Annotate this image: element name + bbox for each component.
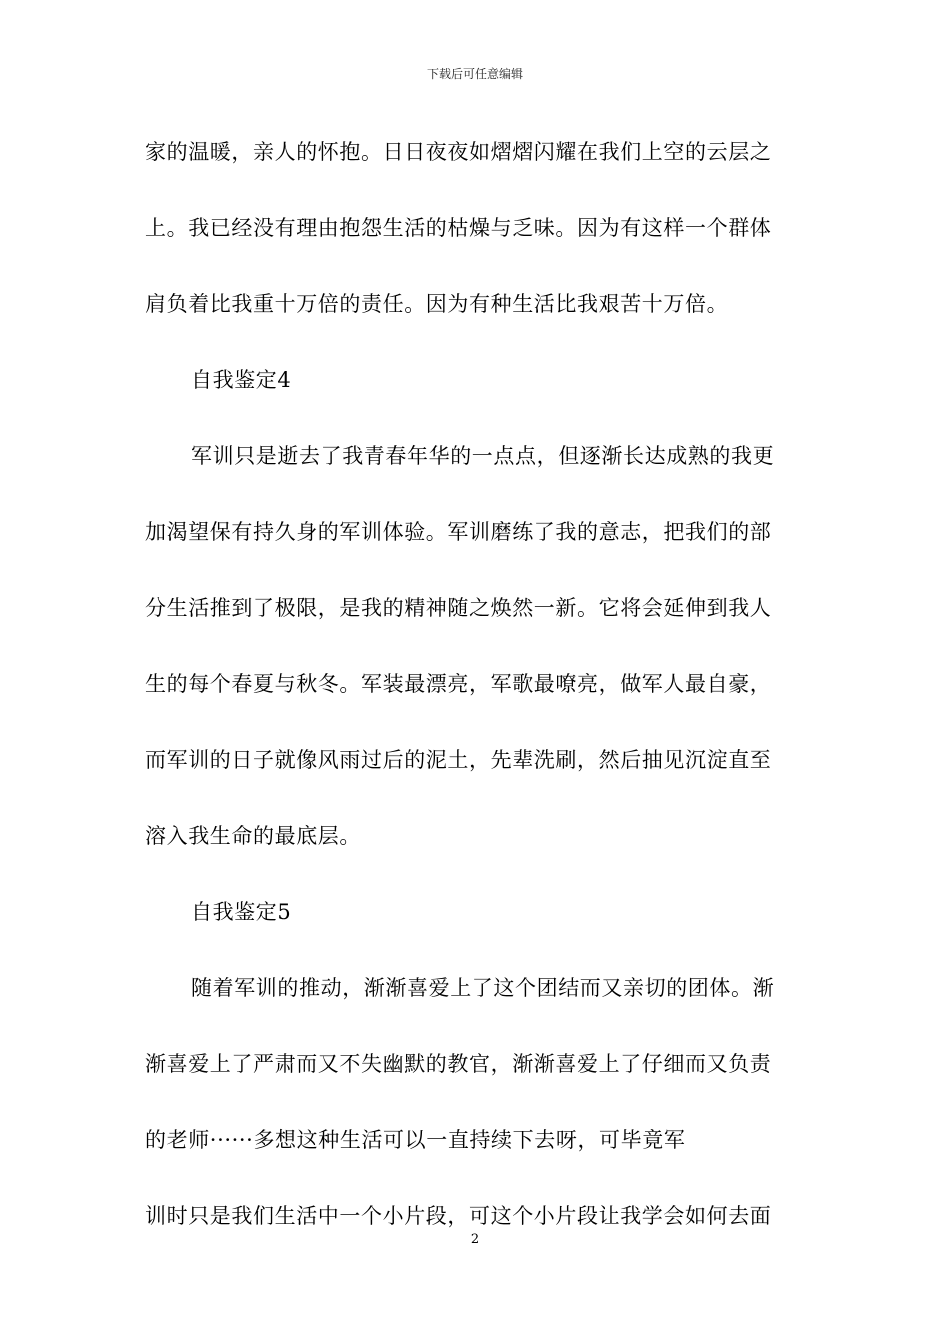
paragraph-line: 上。我已经没有理由抱怨生活的枯燥与乏味。因为有这样一个群体	[145, 216, 772, 240]
paragraph-line: 生的每个春夏与秋冬。军装最漂亮，军歌最嘹亮，做军人最自豪，	[145, 672, 772, 696]
paragraph-line: 军训只是逝去了我青春年华的一点点，但逐渐长达成熟的我更	[191, 444, 775, 468]
paragraph-line: 而军训的日子就像风雨过后的泥土，先辈洗刷，然后抽见沉淀直至	[145, 748, 772, 772]
section-heading: 自我鉴定5	[191, 900, 292, 924]
paragraph-line: 的老师······多想这种生活可以一直持续下去呀，可毕竟军	[145, 1128, 686, 1152]
paragraph-line: 家的温暖，亲人的怀抱。日日夜夜如熠熠闪耀在我们上空的云层之	[145, 140, 772, 164]
paragraph-line: 加渴望保有持久身的军训体验。军训磨练了我的意志，把我们的部	[145, 520, 772, 544]
paragraph-line: 分生活推到了极限，是我的精神随之焕然一新。它将会延伸到我人	[145, 596, 772, 620]
section-heading: 自我鉴定4	[191, 368, 292, 392]
paragraph-line: 训时只是我们生活中一个小片段，可这个小片段让我学会如何去面	[145, 1204, 772, 1228]
page-header: 下载后可任意编辑	[426, 67, 523, 81]
document-body	[145, 134, 807, 1274]
paragraph-line: 随着军训的推动，渐渐喜爱上了这个团结而又亲切的团体。渐	[191, 976, 775, 1000]
page-number: 2	[470, 1232, 480, 1247]
paragraph-line: 肩负着比我重十万倍的责任。因为有种生活比我艰苦十万倍。	[145, 292, 729, 316]
paragraph-line: 渐喜爱上了严肃而又不失幽默的教官，渐渐喜爱上了仔细而又负责	[145, 1052, 772, 1076]
paragraph-line: 溶入我生命的最底层。	[145, 824, 361, 848]
